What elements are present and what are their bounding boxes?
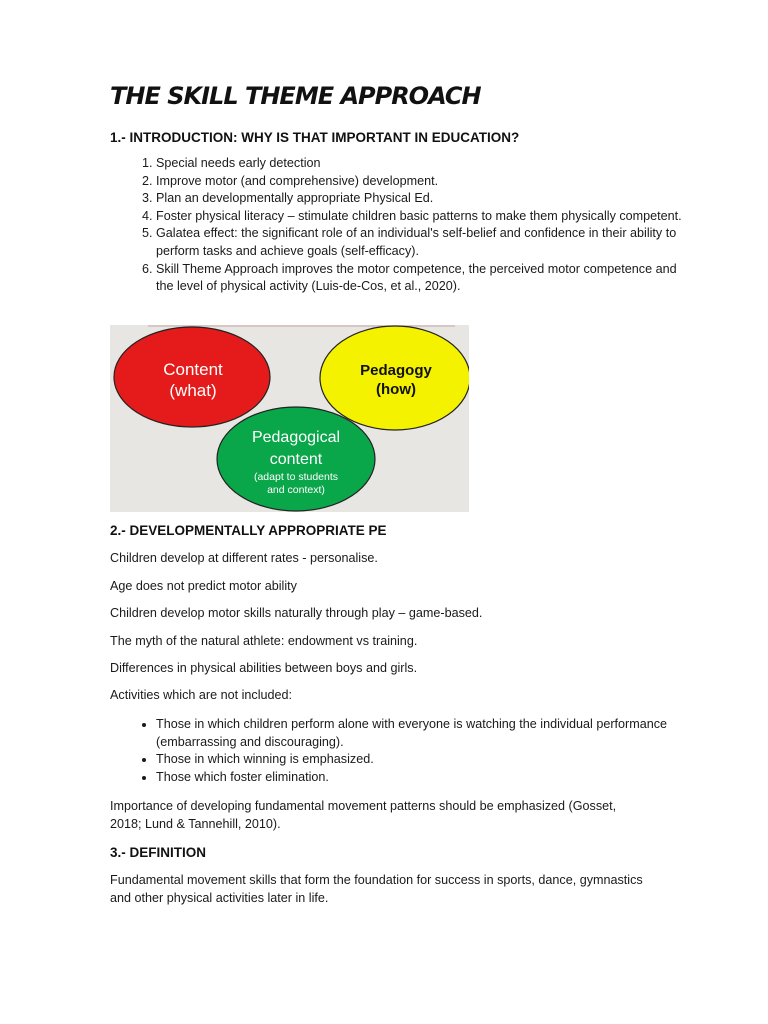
list-item: 4. Foster physical literacy – stimulate children basic patterns to make them physically competent. — [156, 208, 696, 226]
adapt-note-line1: (adapt to students — [253, 471, 339, 483]
paragraph: Children develop motor skills naturally through play – game-based. — [110, 606, 483, 620]
list-item: 2. Improve motor (and comprehensive) development. — [156, 173, 696, 191]
list-item: • Those which foster elimination. — [156, 769, 696, 787]
list-item: 1. Special needs early detection — [156, 155, 696, 173]
content-sublabel: (what) — [169, 381, 217, 400]
list-item: 5. Galatea effect: the significant role of an individual's self-belief and confidence in their ability to perform tasks and achieve goals (self-efficacy). — [156, 225, 696, 260]
adapt-note-line2: and context) — [267, 484, 325, 496]
list-item: • Those in which children perform alone with everyone is watching the individual performance (embarrassing and discouraging). — [156, 716, 696, 751]
paragraph: Activities which are not included: — [110, 688, 293, 702]
venn-diagram — [110, 325, 469, 512]
content-label: Content — [163, 360, 223, 379]
page-title: THE SKILL THEME APPROACH — [110, 82, 481, 110]
list-item: 6. Skill Theme Approach improves the motor competence, the perceived motor competence and the level of physical activity (Luis-de-Cos, et al., 2020). — [156, 261, 696, 296]
content2-label: content — [269, 451, 323, 468]
introduction-list — [110, 155, 696, 296]
section1-heading: 1.- INTRODUCTION: WHY IS THAT IMPORTANT IN EDUCATION? — [110, 130, 520, 145]
paragraph: Importance of developing fundamental movement patterns should be emphasized (Gosset, 2018; Lund & Tannehill, 2010). — [110, 799, 617, 831]
section2-heading: 2.- DEVELOPMENTALLY APPROPRIATE PE — [110, 523, 387, 538]
paragraph: Children develop at different rates - personalise. — [110, 551, 378, 565]
pedagogy-label: Pedagogy — [360, 362, 432, 379]
paragraph: Differences in physical abilities between boys and girls. — [110, 661, 418, 675]
definition-text: Fundamental movement skills that form the foundation for success in sports, dance, gymnastics and other physical activities later in life. — [110, 873, 643, 905]
list-item: • Those in which winning is emphasized. — [156, 751, 696, 769]
paragraph: The myth of the natural athlete: endowment vs training. — [110, 634, 418, 648]
pedagogical-label: Pedagogical — [251, 429, 341, 446]
paragraph: Age does not predict motor ability — [110, 579, 297, 593]
section3-heading: 3.- DEFINITION — [110, 845, 207, 860]
pedagogy-sublabel: (how) — [376, 381, 416, 398]
excluded-activities-list — [110, 716, 696, 786]
list-item: 3. Plan an developmentally appropriate Physical Ed. — [156, 190, 696, 208]
